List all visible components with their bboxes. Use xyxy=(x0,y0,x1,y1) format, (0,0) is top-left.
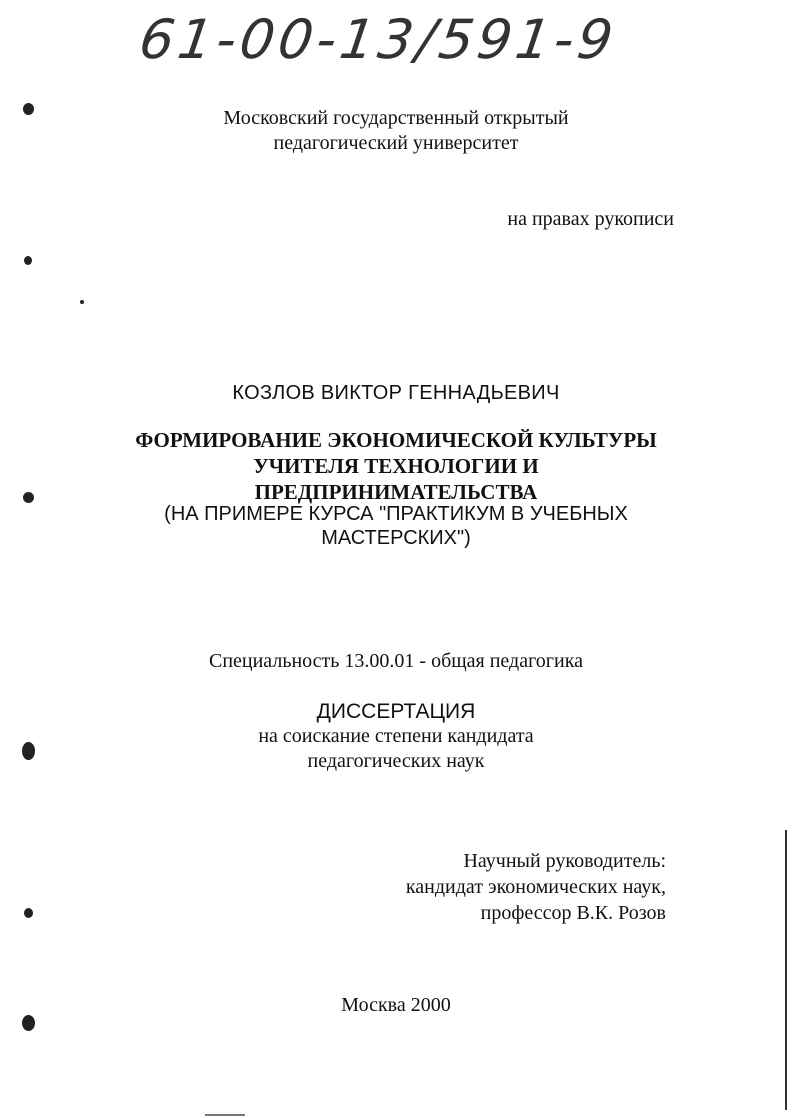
scan-bottom-line xyxy=(205,1114,245,1116)
title-line-1: ФОРМИРОВАНИЕ ЭКОНОМИЧЕСКОЙ КУЛЬТУРЫ xyxy=(135,428,657,452)
punch-mark xyxy=(24,908,33,918)
punch-mark xyxy=(23,492,34,503)
institution-line-1: Московский государственный открытый xyxy=(223,107,569,129)
punch-mark xyxy=(80,300,84,304)
title-line-3: ПРЕДПРИНИМАТЕЛЬСТВА xyxy=(254,480,538,504)
punch-mark xyxy=(22,1015,35,1031)
scan-edge-line xyxy=(785,830,787,1110)
subtitle-line-2: МАСТЕРСКИХ") xyxy=(321,527,471,549)
manuscript-rights: на правах рукописи xyxy=(507,208,674,230)
dissertation-degree xyxy=(0,724,792,774)
title-line-2: УЧИТЕЛЯ ТЕХНОЛОГИИ И xyxy=(253,454,539,478)
advisor-name: профессор В.К. Розов xyxy=(480,902,666,924)
dissertation-heading: ДИССЕРТАЦИЯ xyxy=(316,700,476,723)
punch-mark xyxy=(24,256,32,265)
punch-mark xyxy=(23,103,34,115)
advisor-degree: кандидат экономических наук, xyxy=(405,876,666,898)
city-year: Москва 2000 xyxy=(341,994,451,1016)
specialty: Специальность 13.00.01 - общая педагогика xyxy=(208,650,583,672)
degree-line-1: на соискание степени кандидата xyxy=(258,725,534,747)
dissertation-title xyxy=(0,427,792,505)
subtitle-line-1: (НА ПРИМЕРЕ КУРСА "ПРАКТИКУМ В УЧЕБНЫХ xyxy=(164,503,628,525)
author-name: КОЗЛОВ ВИКТОР ГЕННАДЬЕВИЧ xyxy=(232,382,560,404)
institution-block xyxy=(0,106,792,156)
advisor-block xyxy=(406,848,666,926)
punch-mark xyxy=(22,742,35,760)
dissertation-subtitle xyxy=(0,502,792,550)
degree-line-2: педагогических наук xyxy=(307,750,485,772)
advisor-label: Научный руководитель: xyxy=(463,850,666,872)
institution-line-2: педагогический университет xyxy=(273,132,519,154)
handwritten-code: 61-00-13/591-9 xyxy=(135,8,621,71)
